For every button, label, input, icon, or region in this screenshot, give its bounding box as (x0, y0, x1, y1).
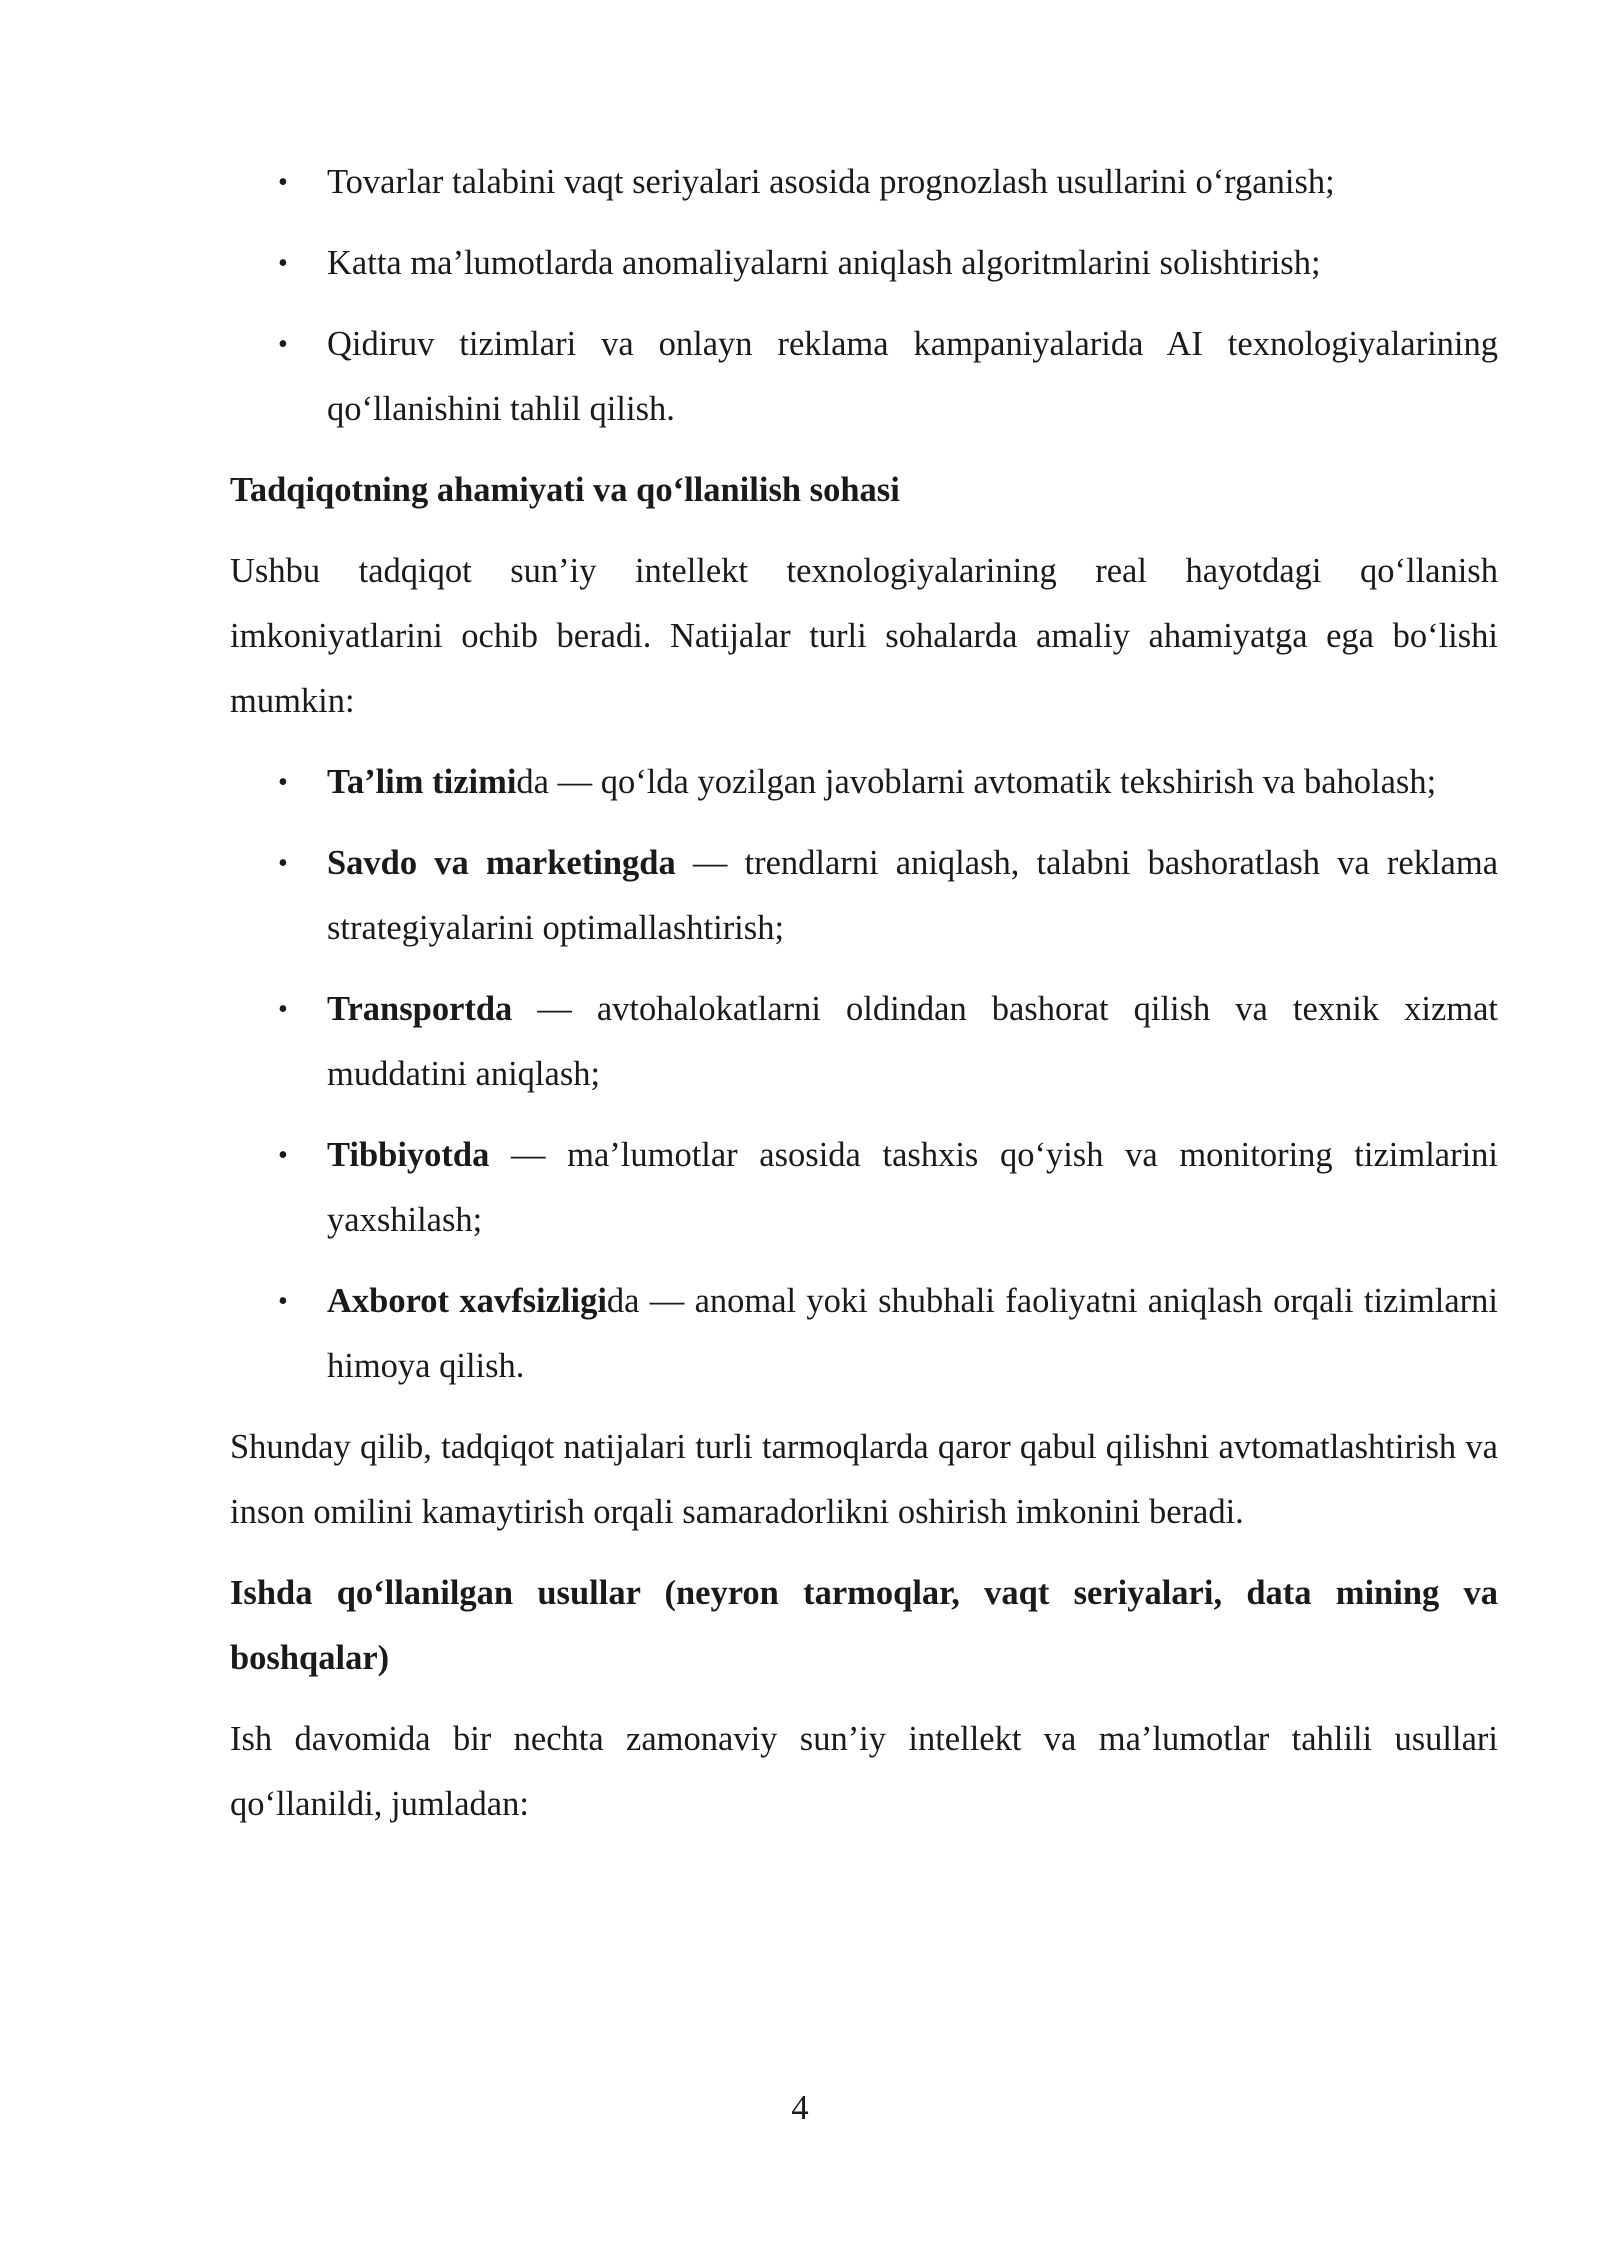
list-item-text: — ma’lumotlar asosida tashxis qo‘yish va monitoring tizimlarini yaxshilash; (327, 1136, 1498, 1239)
page-number: 4 (791, 2089, 809, 2127)
bullet-icon: • (278, 248, 288, 279)
list-item (230, 150, 1498, 215)
list-item (230, 977, 1498, 1107)
objectives-list (230, 150, 1498, 442)
list-item-text: da — qo‘lda yozilgan javoblarni avtomatik tekshirish va baholash; (516, 763, 1437, 801)
bullet-icon: • (278, 329, 288, 360)
list-item-term: Tibbiyotda (327, 1136, 490, 1174)
list-item (230, 1269, 1498, 1399)
list-item (230, 750, 1498, 815)
application-areas-list (230, 750, 1498, 1399)
section-heading-significance: Tadqiqotning ahamiyati va qo‘llanilish sohasi (230, 471, 900, 509)
list-item-term: Transportda (327, 990, 513, 1028)
list-item-term: Ta’lim tizimi (327, 763, 517, 801)
list-item-text: — trendlarni aniqlash, talabni bashoratlash va reklama strategiyalarini optimallashtirish; (327, 844, 1499, 947)
paragraph-conclusion: Shunday qilib, tadqiqot natijalari turli tarmoqlarda qaror qabul qilishni avtomatlashtirish va inson omilini kamaytirish orqali samaradorlikni oshirish imkonini beradi. (230, 1428, 1498, 1531)
paragraph-methods: Ish davomida bir nechta zamonaviy sun’iy intellekt va ma’lumotlar tahlili usullari qo‘llanildi, jumladan: (230, 1720, 1498, 1823)
paragraph-significance: Ushbu tadqiqot sun’iy intellekt texnologiyalarining real hayotdagi qo‘llanish imkoniyatlarini ochib beradi. Natijalar turli sohalarda amaliy ahamiyatga ega bo‘lishi mumkin: (230, 552, 1498, 720)
list-item (230, 831, 1498, 961)
list-item (230, 1123, 1498, 1253)
list-item (230, 312, 1498, 442)
list-item-text: da — anomal yoki shubhali faoliyatni aniqlash orqali tizimlarni himoya qilish. (327, 1282, 1498, 1385)
list-item-text: Qidiruv tizimlari va onlayn reklama kampaniyalarida AI texnologiyalarining qo‘llanishini tahlil qilish. (327, 325, 1498, 428)
list-item-term: Savdo va marketingda (327, 844, 676, 882)
section-heading-methods: Ishda qo‘llanilgan usullar (neyron tarmoqlar, vaqt seriyalari, data mining va boshqalar) (230, 1574, 1498, 1677)
list-item-text: Tovarlar talabini vaqt seriyalari asosida prognozlash usullarini o‘rganish; (327, 163, 1335, 201)
document-page (230, 150, 1498, 1853)
bullet-icon: • (278, 848, 288, 879)
bullet-icon: • (278, 994, 288, 1025)
bullet-icon: • (278, 1140, 288, 1171)
list-item (230, 231, 1498, 296)
bullet-icon: • (278, 1286, 288, 1317)
list-item-text: Katta ma’lumotlarda anomaliyalarni aniqlash algoritmlarini solishtirish; (327, 244, 1321, 282)
list-item-term: Axborot xavfsizligi (327, 1282, 607, 1320)
list-item-text: — avtohalokatlarni oldindan bashorat qilish va texnik xizmat muddatini aniqlash; (327, 990, 1498, 1093)
bullet-icon: • (278, 767, 288, 798)
bullet-icon: • (278, 167, 288, 198)
